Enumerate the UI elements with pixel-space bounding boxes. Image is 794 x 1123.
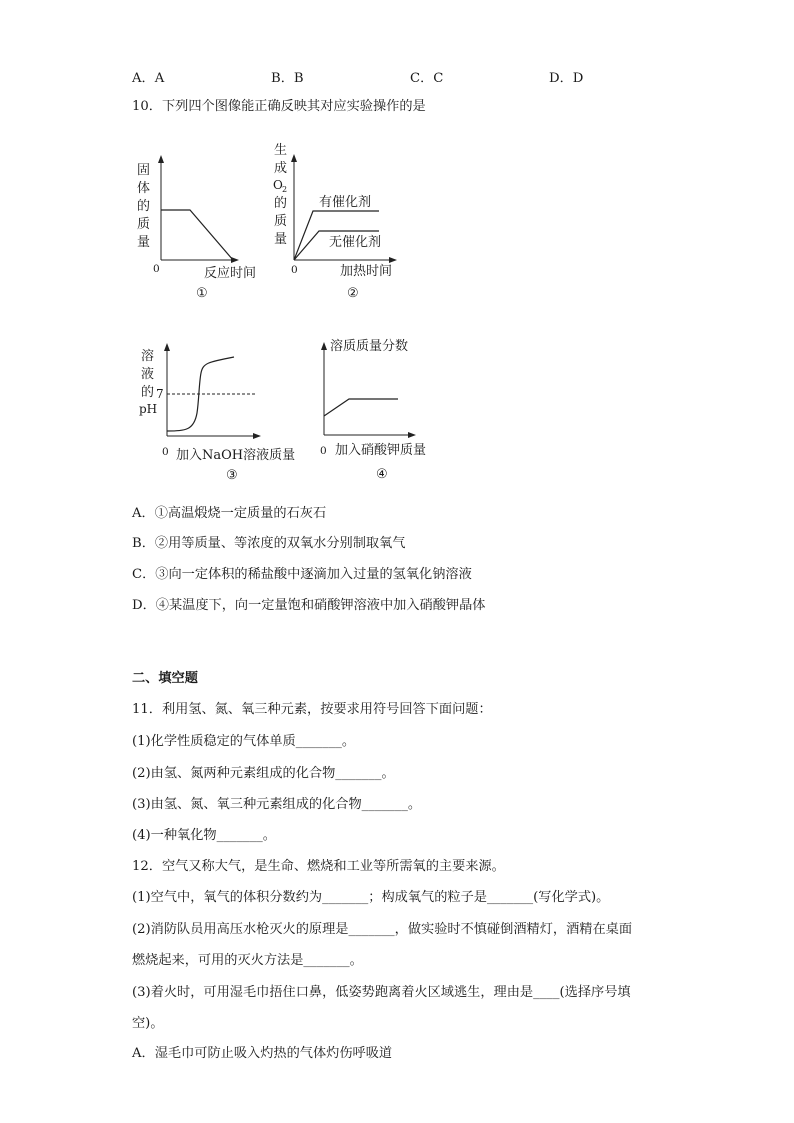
q11-stem: 11．利用氢、氮、氧三种元素，按要求用符号回答下面问题： — [132, 702, 492, 717]
graph-3-x-arrow — [253, 433, 261, 439]
graph-2-x-arrow — [389, 257, 397, 263]
graph-4 — [316, 334, 476, 484]
svg-text:质: 质 — [274, 214, 288, 229]
q12-part-3: (3)着火时，可用湿毛巾捂住口鼻，低姿势跑离着火区域逃生，理由是____(选择序号填 — [132, 985, 631, 1000]
graph-2-label-no-catalyst: 无催化剂 — [329, 235, 382, 250]
graph-1-curve — [161, 210, 233, 260]
graph-1-y-arrow — [158, 155, 164, 163]
q12-part-1: (1)空气中，氧气的体积分数约为_______；构成氧气的粒子是_______(写化学式)。 — [132, 890, 610, 905]
svg-text:pH: pH — [139, 402, 158, 416]
section-title: 二、填空题 — [132, 671, 198, 686]
graph-2-ylabel — [273, 142, 287, 247]
svg-text:2: 2 — [282, 185, 288, 194]
graph-1-xlabel: 反应时间 — [204, 266, 257, 281]
svg-text:生: 生 — [274, 143, 288, 158]
svg-text:体: 体 — [137, 181, 151, 196]
q12-part-3-cont: 空)。 — [132, 1016, 164, 1031]
graph-2 — [268, 136, 408, 306]
svg-text:成: 成 — [274, 161, 288, 176]
q9-option-a: A．A — [132, 71, 165, 86]
svg-text:量: 量 — [137, 235, 151, 250]
graph-2-y-arrow — [291, 154, 297, 162]
graph-2-origin: 0 — [291, 264, 298, 276]
q10-option-d: D．④某温度下，向一定量饱和硝酸钾溶液中加入硝酸钾晶体 — [132, 598, 486, 613]
q11-part-1: (1)化学性质稳定的气体单质_______。 — [132, 734, 356, 749]
graph-1-number: ① — [196, 286, 208, 301]
graph-3 — [136, 335, 316, 485]
q10-option-a: A．①高温煅烧一定质量的石灰石 — [132, 506, 327, 521]
graph-3-y-arrow — [164, 343, 170, 351]
q12-part-2-cont: 燃烧起来，可用的灭火方法是_______。 — [132, 953, 363, 968]
graph-1 — [130, 150, 270, 305]
graph-1-ylabel — [137, 163, 150, 250]
q11-part-4: (4)一种氧化物_______。 — [132, 828, 276, 843]
svg-text:固: 固 — [137, 163, 151, 178]
q11-part-2: (2)由氢、氮两种元素组成的化合物_______。 — [132, 766, 395, 781]
q9-option-c: C．C — [410, 71, 444, 86]
svg-text:溶: 溶 — [141, 349, 155, 364]
graph-3-xlabel: 加入NaOH溶液质量 — [176, 448, 296, 463]
svg-text:的: 的 — [274, 196, 288, 211]
graph-4-y-arrow — [321, 342, 327, 350]
svg-text:的: 的 — [137, 199, 151, 214]
svg-text:量: 量 — [274, 232, 288, 247]
q9-option-d: D．D — [549, 71, 584, 86]
svg-text:的: 的 — [141, 385, 155, 400]
svg-text:O: O — [273, 178, 283, 192]
graph-3-ylabel — [139, 348, 157, 416]
graph-4-number: ④ — [376, 467, 388, 482]
q10-stem: 10．下列四个图像能正确反映其对应实验操作的是 — [132, 99, 426, 114]
svg-text:质: 质 — [137, 217, 151, 232]
graph-4-origin: 0 — [320, 445, 327, 457]
graph-4-x-arrow — [408, 432, 416, 438]
q12-option-a: A．湿毛巾可防止吸入灼热的气体灼伤呼吸道 — [132, 1046, 393, 1061]
graph-1-x-arrow — [231, 257, 239, 263]
graph-4-xlabel: 加入硝酸钾质量 — [335, 443, 427, 458]
graph-4-ylabel: 溶质质量分数 — [330, 339, 409, 354]
graph-2-label-catalyst: 有催化剂 — [319, 195, 372, 210]
svg-text:液: 液 — [141, 367, 155, 382]
graph-1-origin: 0 — [153, 263, 160, 275]
graph-2-number: ② — [347, 286, 359, 301]
graph-3-number: ③ — [226, 468, 238, 483]
graph-3-origin: 0 — [162, 446, 169, 458]
q11-part-3: (3)由氢、氮、氧三种元素组成的化合物_______。 — [132, 797, 422, 812]
q9-option-b: B．B — [271, 71, 304, 86]
graph-3-tick-7: 7 — [156, 387, 164, 401]
q10-option-b: B．②用等质量、等浓度的双氧水分别制取氧气 — [132, 536, 406, 551]
graph-2-xlabel: 加热时间 — [340, 264, 393, 279]
graph-4-curve — [324, 399, 398, 416]
q12-stem: 12．空气又称大气，是生命、燃烧和工业等所需氧的主要来源。 — [132, 859, 505, 874]
q10-option-c: C．③向一定体积的稀盐酸中逐滴加入过量的氢氧化钠溶液 — [132, 567, 472, 582]
q12-part-2: (2)消防队员用高压水枪灭火的原理是_______，做实验时不慎碰倒酒精灯，酒精在桌面 — [132, 922, 633, 937]
